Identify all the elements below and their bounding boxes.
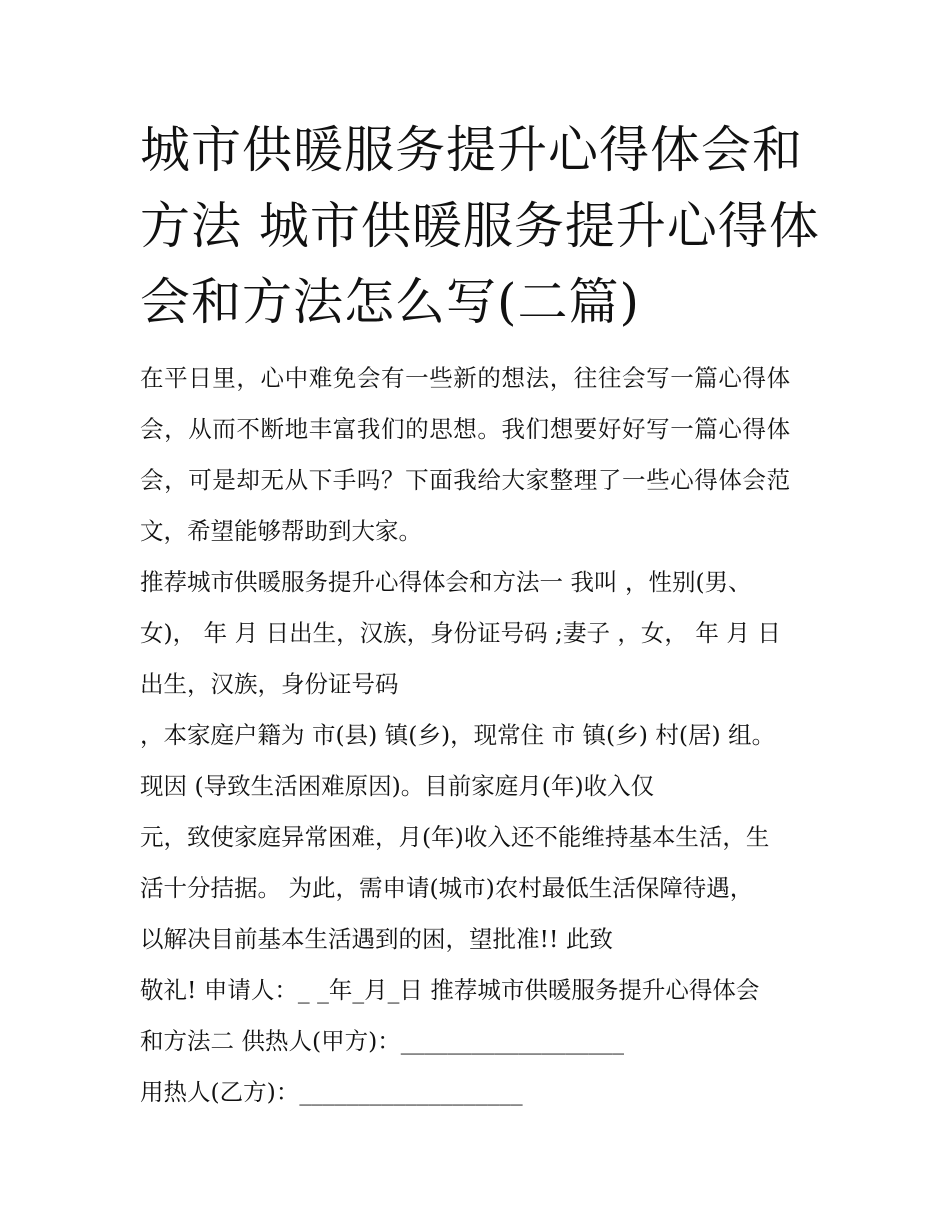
body-line-2: 会，从而不断地丰富我们的思想。我们想要好好写一篇心得体	[140, 415, 791, 443]
body-line-1: 在平日里，心中难免会有一些新的想法，往往会写一篇心得体	[140, 364, 791, 392]
body-line-8: ，本家庭户籍为 市(县) 镇(乡)，现常住 市 镇(乡) 村(居) 组。	[140, 721, 776, 749]
body-line-12: 以解决目前基本生活遇到的困，望批准!! 此致	[140, 925, 613, 953]
document-title	[140, 112, 830, 340]
body-line-6: 女)， 年 月 日出生，汉族，身份证号码 ;妻子 ，女， 年 月 日	[140, 619, 781, 647]
body-line-5: 推荐城市供暖服务提升心得体会和方法一 我叫 ，性别(男、	[140, 568, 752, 596]
title-line-1: 城市供暖服务提升心得体会和	[140, 121, 803, 179]
body-line-11: 活十分拮据。 为此，需申请(城市)农村最低生活保障待遇，	[140, 874, 754, 902]
body-line-13: 敬礼! 申请人：_ _年_月_日 推荐城市供暖服务提升心得体会	[140, 976, 760, 1004]
title-line-3: 会和方法怎么写(二篇)	[140, 273, 641, 331]
body-line-7: 出生，汉族，身份证号码	[140, 670, 399, 698]
body-line-14: 和方法二 供热人(甲方)：___________________	[140, 1027, 625, 1055]
document-body	[140, 353, 820, 1118]
body-line-3: 会，可是却无从下手吗？下面我给大家整理了一些心得体会范	[140, 466, 791, 494]
title-line-2: 方法 城市供暖服务提升心得体	[140, 197, 820, 255]
body-line-4: 文，希望能够帮助到大家。	[140, 517, 422, 545]
body-line-15: 用热人(乙方)：___________________	[140, 1078, 523, 1106]
body-line-10: 元，致使家庭异常困难，月(年)收入还不能维持基本生活，生	[140, 823, 770, 851]
body-line-9: 现因 (导致生活困难原因)。目前家庭月(年)收入仅	[140, 772, 655, 800]
